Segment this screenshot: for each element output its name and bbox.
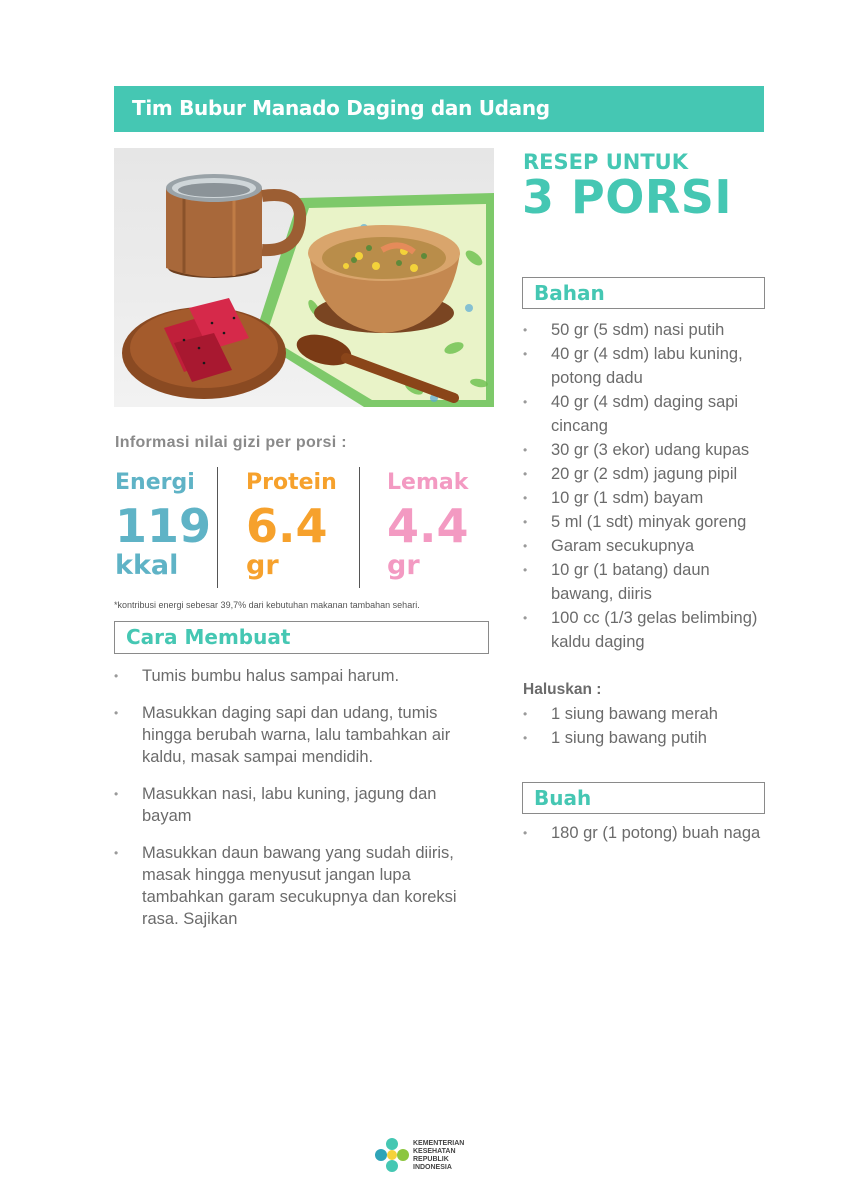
title-bar <box>114 86 764 132</box>
fat-value: 4.4 <box>387 499 469 553</box>
list-item-text: 10 gr (1 batang) daun bawang, diiris <box>551 561 710 603</box>
bullet-icon: • <box>114 706 119 720</box>
list-item-text: Garam secukupnya <box>551 537 695 555</box>
list-item <box>523 534 768 558</box>
bullet-icon: • <box>523 515 528 529</box>
list-item-text: 100 cc (1/3 gelas belimbing) kaldu daging <box>551 609 758 651</box>
list-item <box>114 842 474 930</box>
energy-label: Energi <box>115 470 195 495</box>
protein-label: Protein <box>246 470 337 495</box>
bullet-icon: • <box>523 467 528 481</box>
list-item <box>114 783 474 827</box>
protein-value: 6.4 <box>246 499 328 553</box>
list-item <box>523 702 768 726</box>
list-item-text: Tumis bumbu halus sampai harum. <box>142 667 400 685</box>
list-item-text: 1 siung bawang merah <box>551 705 718 723</box>
list-item <box>523 606 768 654</box>
list-item <box>523 342 768 390</box>
ingredients-list <box>523 318 768 654</box>
method-header <box>114 621 489 654</box>
list-item-text: Masukkan daun bawang yang sudah diiris, masak hingga menyusut jangan lupa tambahkan garam secukupnya dan koreksi rasa. Sajikan <box>142 844 457 928</box>
nutrition-label: Informasi nilai gizi per porsi : <box>115 434 347 451</box>
bullet-icon: • <box>523 563 528 577</box>
divider <box>217 467 218 588</box>
ministry-logo-text: KEMENTERIAN KESEHATAN REPUBLIK INDONESIA <box>413 1140 465 1171</box>
protein-unit: gr <box>246 550 279 581</box>
ministry-logo <box>372 1135 472 1177</box>
bullet-icon: • <box>523 707 528 721</box>
bullet-icon: • <box>114 787 119 801</box>
bullet-icon: • <box>523 443 528 457</box>
list-item-text: 10 gr (1 sdm) bayam <box>551 489 704 507</box>
recipe-title: Tim Bubur Manado Daging dan Udang <box>132 96 550 120</box>
list-item-text: 20 gr (2 sdm) jagung pipil <box>551 465 738 483</box>
bullet-icon: • <box>523 826 528 840</box>
puree-list <box>523 702 768 750</box>
list-item <box>114 665 474 687</box>
list-item <box>523 318 768 342</box>
list-item-text: 180 gr (1 potong) buah naga <box>551 824 761 842</box>
list-item <box>523 390 768 438</box>
bullet-icon: • <box>114 669 119 683</box>
food-photo <box>114 148 494 407</box>
list-item <box>523 726 768 750</box>
list-item-text: 40 gr (4 sdm) daging sapi cincang <box>551 393 739 435</box>
nutrition-fat <box>387 470 469 581</box>
bullet-icon: • <box>523 491 528 505</box>
bullet-icon: • <box>523 323 528 337</box>
list-item <box>114 702 474 768</box>
method-steps <box>114 665 474 945</box>
bullet-icon: • <box>114 846 119 860</box>
list-item <box>523 821 768 845</box>
list-item-text: 50 gr (5 sdm) nasi putih <box>551 321 725 339</box>
list-item <box>523 558 768 606</box>
list-item-text: 1 siung bawang putih <box>551 729 707 747</box>
fruit-heading: Buah <box>534 786 592 810</box>
list-item <box>523 438 768 462</box>
recipe-label: RESEP UNTUK <box>523 150 688 174</box>
fruit-list <box>523 821 768 845</box>
list-item-text: 5 ml (1 sdt) minyak goreng <box>551 513 747 531</box>
list-item-text: 40 gr (4 sdm) labu kuning, potong dadu <box>551 345 743 387</box>
ministry-logo-icon <box>372 1135 412 1175</box>
nutrition-energy <box>115 470 211 581</box>
portion-count: 3 PORSI <box>522 170 733 224</box>
list-item-text: 30 gr (3 ekor) udang kupas <box>551 441 750 459</box>
bullet-icon: • <box>523 347 528 361</box>
bullet-icon: • <box>523 731 528 745</box>
ingredients-heading: Bahan <box>534 281 605 305</box>
fat-label: Lemak <box>387 470 469 495</box>
bullet-icon: • <box>523 539 528 553</box>
divider <box>359 467 360 588</box>
ingredients-header <box>522 277 765 309</box>
energy-value: 119 <box>115 499 212 553</box>
bullet-icon: • <box>523 395 528 409</box>
bullet-icon: • <box>523 611 528 625</box>
puree-heading: Haluskan : <box>523 681 602 698</box>
fruit-header <box>522 782 765 814</box>
energy-unit: kkal <box>115 550 179 581</box>
list-item <box>523 510 768 534</box>
list-item-text: Masukkan nasi, labu kuning, jagung dan bayam <box>142 785 437 825</box>
list-item <box>523 462 768 486</box>
fat-unit: gr <box>387 550 420 581</box>
nutrition-protein <box>246 470 337 581</box>
list-item-text: Masukkan daging sapi dan udang, tumis hingga berubah warna, lalu tambahkan air kaldu, masak sampai mendidih. <box>142 704 451 766</box>
nutrition-footnote: *kontribusi energi sebesar 39,7% dari kebutuhan makanan tambahan sehari. <box>114 600 420 610</box>
list-item <box>523 486 768 510</box>
method-heading: Cara Membuat <box>126 625 291 649</box>
